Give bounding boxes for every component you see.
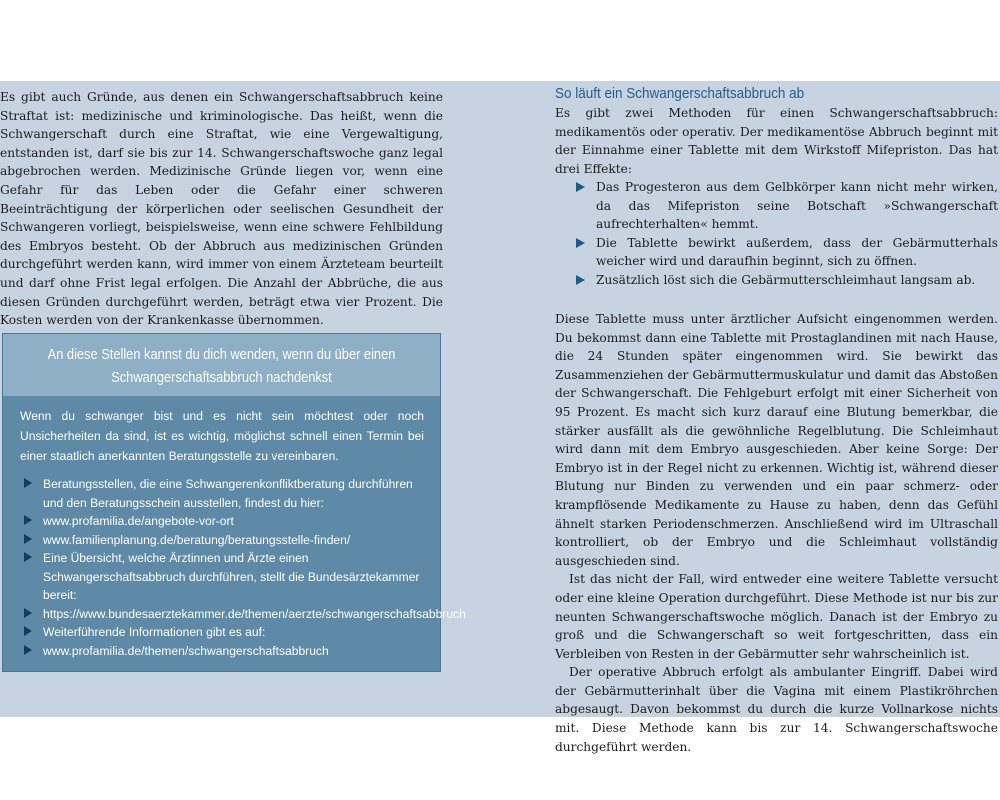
link-text[interactable]: www.profamilia.de/angebote-vor-ort [43,514,234,528]
body-text [555,310,998,756]
list-item [575,178,998,234]
info-box-title-line-2: Schwangerschaftsabbruch nachdenkst [111,370,332,386]
arrow-bullet-icon [24,645,32,655]
arrow-bullet-icon [24,626,32,636]
body-paragraph: Diese Tablette muss unter ärztlicher Aufsicht eingenommen werden. Du bekommst dann eine Tablette mit Prostaglandinen mit nach Hause, die 24 Stunden später eingenommen wird. Sie bewirkt das Zusammenziehen der Gebärmuttermuskulatur und damit das Abstoßen der Schwangerschaft. Die Fehlgeburt erfolgt mit einer Sicherheit von 95 Prozent. Es macht sich kurz darauf eine Blutung bemerkbar, die stärker ausfällt als die gewöhnliche Regelblutung. Die Schleimhaut wird dann mit dem Embryo ausgeschieden. Aber keine Sorge: Der Embryo ist in der Regel nicht zu erkennen. Wichtig ist, während dieser Blutung nur Binden zu verwenden und ein paar schmerz- oder krampflösende Medikamente zu Hause zu haben, denn das Gefühl ähnelt starken Periodenschmerzen. Anschließend wird im Ultraschall kontrolliert, ob der Embryo und die Schleimhaut vollständig ausgeschieden sind. [555,312,998,568]
effects-list [575,178,998,290]
list-item [575,271,998,290]
list-item-text: Eine Übersicht, welche Ärztinnen und Ärzte einen Schwangerschaftsabbruch durchführen, stellt die Bundesärztekammer bereit: [43,551,420,602]
list-item-text: Zusätzlich löst sich die Gebärmutterschleimhaut langsam ab. [596,272,976,287]
list-item-text: Beratungsstellen, die eine Schwangerenkonfliktberatung durchführen und den Beratungsschein ausstellen, findest du hier: [43,477,413,510]
intro-paragraph: Es gibt zwei Methoden für einen Schwangerschaftsabbruch: medikamentös oder operativ. Der medikamentöse Abbruch beginnt mit der Einnahme einer Tablette mit dem Wirkstoff Mifepriston. Das hat drei Effekte: [555,106,998,176]
info-box-list [21,475,466,660]
arrow-bullet-icon [24,608,32,618]
info-box-intro: Wenn du schwanger bist und es nicht sein möchtest oder noch Unsicherheiten da sind, ist es wichtig, möglichst schnell einen Termin bei einer staatlich anerkannten Beratungsstelle zu vereinbaren. [20,409,424,463]
body-paragraph: Der operative Abbruch erfolgt als ambulanter Eingriff. Dabei wird der Gebärmutterinhalt über die Vagina mit einem Plastikröhrchen abgesaugt. Davon bekommst du durch die kurze Vollnarkose nichts mit. Diese Methode kann bis zur 14. Schwangerschaftswoche durchgeführt werden. [555,665,998,754]
arrow-bullet-icon [24,478,32,488]
link-text[interactable]: www.familienplanung.de/beratung/beratungsstelle-finden/ [43,532,351,547]
arrow-bullet-icon [24,515,32,525]
arrow-bullet-icon [24,552,32,562]
link-text[interactable]: https://www.bundesaerztekammer.de/themen/aerzte/schwangerschaftsabbruch [43,606,466,621]
list-item-text: Das Progesteron aus dem Gelbkörper kann nicht mehr wirken, da das Mifepriston seine Botschaft »Schwangerschaft aufrechterhalten« hemmt. [596,180,998,232]
body-paragraph: Ist das nicht der Fall, wird entweder eine weitere Tablette versucht oder eine kleine Operation durchgeführt. Diese Methode ist nur bis zur neunten Schwangerschaftswoche möglich. Danach ist der Embryo zu groß und die Schwangerschaft so weit fortgeschritten, dass ein Verbleiben von Resten in der Gebärmutter sehr wahrscheinlich ist. [555,572,998,661]
link-profamilia-vor-ort[interactable] [21,512,431,531]
info-box-title-line-1: An diese Stellen kannst du dich wenden, wenn du über einen [47,347,396,363]
info-box-title [29,344,414,390]
list-item [21,475,431,512]
info-box-header [3,334,440,396]
list-item [21,549,431,605]
arrow-bullet-icon [576,275,585,285]
arrow-bullet-icon [576,238,585,248]
link-text[interactable]: www.profamilia.de/themen/schwangerschaftsabbruch [43,643,329,658]
list-item [21,623,431,642]
list-item-text: Die Tablette bewirkt außerdem, dass der Gebärmutterhals weicher wird und daraufhin beginnt, sich zu öffnen. [596,235,998,269]
link-bundesaerztekammer[interactable] [21,605,466,624]
left-paragraph: Es gibt auch Gründe, aus denen ein Schwangerschaftsabbruch keine Straftat ist: medizinische und kriminologische. Das heißt, wenn die Schwangerschaft durch eine Straftat, wie eine Vergewaltigung, entstanden ist, darf sie bis zur 14. Schwangerschaftswoche ganz legal abgebrochen werden. Medizinische Gründe liegen vor, wenn eine Gefahr für das Leben oder die Gefahr einer schweren Beeinträchtigung der körperlichen oder seelischen Gesundheit der Schwangeren vorliegt, beispielsweise, wenn eine schwere Fehlbildung des Embryos besteht. Ob der Abbruch aus medizinischen Gründen durchgeführt werden kann, wird immer von einem Ärzteteam beurteilt und darf ohne Frist legal erfolgen. Die Anzahl der Abbrüche, die aus diesen Gründen durchgeführt werden, beträgt etwa vier Prozent. Die Kosten werden von der Krankenkasse übernommen. [0,90,443,328]
link-familienplanung[interactable] [21,531,431,550]
list-item [575,234,998,271]
arrow-bullet-icon [576,182,585,192]
link-profamilia-themen[interactable] [21,642,431,661]
list-item-text: Weiterführende Informationen gibt es auf: [43,625,266,639]
contact-info-box [2,333,466,672]
arrow-bullet-icon [24,534,32,544]
section-heading: So läuft ein Schwangerschaftsabbruch ab [555,85,805,102]
